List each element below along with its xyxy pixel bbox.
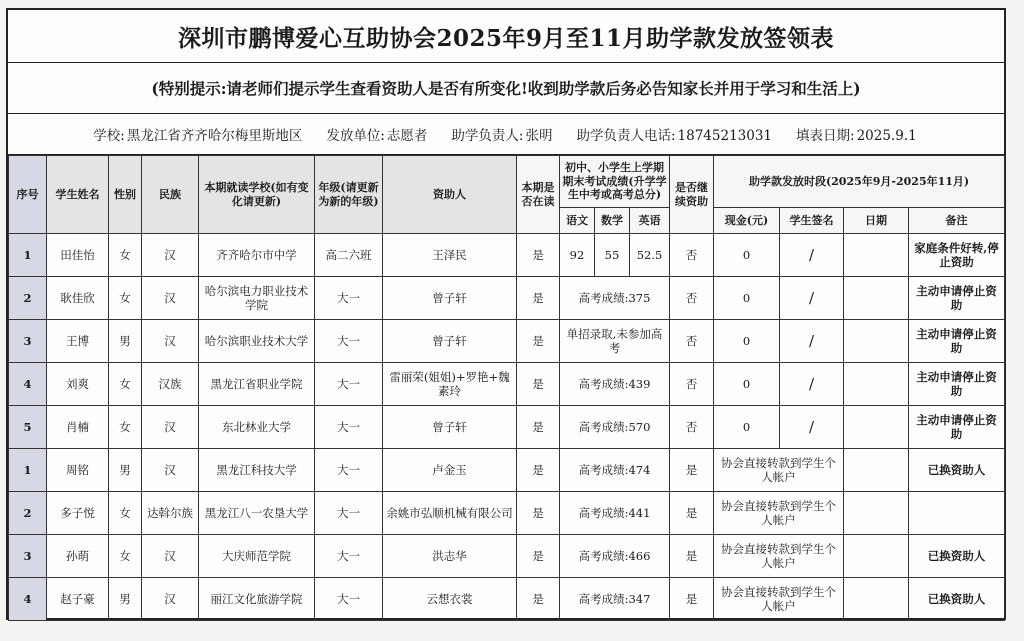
header-cash: 现金(元) (714, 208, 780, 234)
special-notice: (特别提示:请老师们提示学生查看资助人是否有所变化!收到助学款后务必告知家长并用于学习和生活上) (8, 63, 1004, 114)
cell-gender: 女 (109, 406, 142, 449)
cell-name: 赵子豪 (47, 578, 109, 621)
table-row (9, 363, 1005, 406)
cell-grade: 高二六班 (315, 234, 383, 277)
table-row (9, 449, 1005, 492)
header-remark: 备注 (909, 208, 1005, 234)
cell-signature: / (780, 234, 844, 277)
cell-score_text: 高考成绩:375 (560, 277, 670, 320)
table-row (9, 234, 1005, 277)
cell-name: 肖楠 (47, 406, 109, 449)
cell-grade: 大一 (315, 320, 383, 363)
cell-gender: 女 (109, 492, 142, 535)
cell-school: 哈尔滨职业技术大学 (199, 320, 315, 363)
header-enrolled: 本期是否在读 (517, 156, 560, 234)
cell-transfer: 协会直接转款到学生个人帐户 (714, 449, 844, 492)
table-header (9, 156, 1005, 234)
cell-name: 多子悦 (47, 492, 109, 535)
header-chinese: 语文 (560, 208, 595, 234)
cell-school: 东北林业大学 (199, 406, 315, 449)
cell-score_text: 高考成绩:466 (560, 535, 670, 578)
cell-continue: 是 (670, 578, 714, 621)
cell-signature: / (780, 320, 844, 363)
header-name: 学生姓名 (47, 156, 109, 234)
header-continue: 是否继续资助 (670, 156, 714, 234)
cell-enrolled: 是 (517, 234, 560, 277)
cell-signature: / (780, 363, 844, 406)
cell-gender: 女 (109, 363, 142, 406)
cell-school: 丽江文化旅游学院 (199, 578, 315, 621)
cell-grade: 大一 (315, 578, 383, 621)
cell-remark: 已换资助人 (909, 449, 1005, 492)
cell-english: 52.5 (630, 234, 670, 277)
header-signature: 学生签名 (780, 208, 844, 234)
cell-ethnicity: 汉 (142, 406, 199, 449)
cell-cash: 0 (714, 320, 780, 363)
cell-name: 耿佳欣 (47, 277, 109, 320)
cell-gender: 男 (109, 320, 142, 363)
table-row (9, 277, 1005, 320)
cell-enrolled: 是 (517, 406, 560, 449)
cell-transfer: 协会直接转款到学生个人帐户 (714, 578, 844, 621)
table-row (9, 406, 1005, 449)
cell-continue: 否 (670, 234, 714, 277)
aid-table (8, 155, 1005, 621)
cell-gender: 女 (109, 277, 142, 320)
cell-name: 周铭 (47, 449, 109, 492)
cell-continue: 否 (670, 277, 714, 320)
cell-date (844, 492, 909, 535)
cell-cash: 0 (714, 406, 780, 449)
table-row (9, 578, 1005, 621)
cell-remark: 主动申请停止资助 (909, 406, 1005, 449)
meta-school-value: 黑龙江省齐齐哈尔梅里斯地区 (126, 128, 303, 144)
meta-manager (451, 124, 554, 144)
header-school: 本期就读学校(如有变化请更新) (199, 156, 315, 234)
cell-continue: 是 (670, 449, 714, 492)
cell-chinese: 92 (560, 234, 595, 277)
cell-name: 刘爽 (47, 363, 109, 406)
meta-phone (576, 124, 774, 144)
cell-sponsor: 卢金玉 (383, 449, 517, 492)
cell-gender: 女 (109, 234, 142, 277)
meta-school-label: 学校: (93, 128, 125, 144)
meta-school (93, 124, 304, 144)
meta-unit (326, 124, 429, 144)
cell-seq: 4 (9, 363, 47, 406)
cell-signature: / (780, 277, 844, 320)
cell-school: 大庆师范学院 (199, 535, 315, 578)
cell-grade: 大一 (315, 406, 383, 449)
cell-sponsor: 云想衣裳 (383, 578, 517, 621)
cell-score_text: 高考成绩:347 (560, 578, 670, 621)
header-ethnicity: 民族 (142, 156, 199, 234)
cell-score_text: 高考成绩:441 (560, 492, 670, 535)
header-math: 数学 (595, 208, 630, 234)
cell-seq: 3 (9, 320, 47, 363)
cell-enrolled: 是 (517, 277, 560, 320)
cell-school: 哈尔滨电力职业技术学院 (199, 277, 315, 320)
cell-date (844, 449, 909, 492)
signing-form-sheet (6, 8, 1006, 620)
cell-sponsor: 王泽民 (383, 234, 517, 277)
table-row (9, 535, 1005, 578)
cell-school: 齐齐哈尔市中学 (199, 234, 315, 277)
cell-remark: 主动申请停止资助 (909, 320, 1005, 363)
cell-enrolled: 是 (517, 535, 560, 578)
cell-name: 王博 (47, 320, 109, 363)
cell-date (844, 363, 909, 406)
meta-date-label: 填表日期: (796, 128, 855, 144)
cell-remark: 已换资助人 (909, 535, 1005, 578)
meta-manager-value: 张明 (525, 128, 553, 144)
header-grade: 年级(请更新为新的年级) (315, 156, 383, 234)
cell-remark: 已换资助人 (909, 578, 1005, 621)
cell-cash: 0 (714, 277, 780, 320)
header-date: 日期 (844, 208, 909, 234)
cell-gender: 女 (109, 535, 142, 578)
cell-enrolled: 是 (517, 578, 560, 621)
cell-enrolled: 是 (517, 449, 560, 492)
cell-seq: 5 (9, 406, 47, 449)
table-body (9, 234, 1005, 621)
cell-seq: 2 (9, 277, 47, 320)
cell-grade: 大一 (315, 492, 383, 535)
form-title: 深圳市鹏博爱心互助协会2025年9月至11月助学款发放签领表 (8, 10, 1004, 63)
cell-seq: 2 (9, 492, 47, 535)
cell-date (844, 578, 909, 621)
cell-ethnicity: 汉 (142, 277, 199, 320)
cell-date (844, 234, 909, 277)
cell-seq: 1 (9, 449, 47, 492)
cell-enrolled: 是 (517, 363, 560, 406)
cell-sponsor: 曾子轩 (383, 320, 517, 363)
meta-unit-value: 志愿者 (386, 128, 428, 144)
meta-phone-value: 18745213031 (677, 128, 773, 144)
cell-transfer: 协会直接转款到学生个人帐户 (714, 492, 844, 535)
cell-ethnicity: 汉 (142, 578, 199, 621)
cell-grade: 大一 (315, 449, 383, 492)
cell-continue: 否 (670, 363, 714, 406)
header-seq: 序号 (9, 156, 47, 234)
cell-ethnicity: 汉 (142, 449, 199, 492)
cell-remark (909, 492, 1005, 535)
meta-date-value: 2025.9.1 (856, 128, 917, 144)
cell-continue: 是 (670, 535, 714, 578)
cell-continue: 否 (670, 406, 714, 449)
cell-score_text: 单招录取,未参加高考 (560, 320, 670, 363)
cell-signature: / (780, 406, 844, 449)
cell-score_text: 高考成绩:474 (560, 449, 670, 492)
cell-name: 田佳怡 (47, 234, 109, 277)
cell-ethnicity: 汉 (142, 234, 199, 277)
cell-gender: 男 (109, 578, 142, 621)
table-row (9, 320, 1005, 363)
table-row (9, 492, 1005, 535)
meta-phone-label: 助学负责人电话: (576, 128, 676, 144)
meta-row (8, 114, 1004, 155)
meta-unit-label: 发放单位: (326, 128, 385, 144)
cell-sponsor: 曾子轩 (383, 406, 517, 449)
header-sponsor: 资助人 (383, 156, 517, 234)
cell-sponsor: 曾子轩 (383, 277, 517, 320)
cell-date (844, 535, 909, 578)
cell-name: 孙萌 (47, 535, 109, 578)
cell-date (844, 406, 909, 449)
header-gender: 性别 (109, 156, 142, 234)
cell-score_text: 高考成绩:439 (560, 363, 670, 406)
cell-remark: 主动申请停止资助 (909, 363, 1005, 406)
cell-continue: 是 (670, 492, 714, 535)
cell-school: 黑龙江省职业学院 (199, 363, 315, 406)
cell-remark: 主动申请停止资助 (909, 277, 1005, 320)
cell-score_text: 高考成绩:570 (560, 406, 670, 449)
cell-enrolled: 是 (517, 492, 560, 535)
meta-date (796, 124, 919, 144)
cell-enrolled: 是 (517, 320, 560, 363)
cell-seq: 4 (9, 578, 47, 621)
cell-ethnicity: 汉族 (142, 363, 199, 406)
cell-ethnicity: 汉 (142, 320, 199, 363)
cell-sponsor: 余姚市弘顺机械有限公司 (383, 492, 517, 535)
cell-school: 黑龙江八一农垦大学 (199, 492, 315, 535)
meta-manager-label: 助学负责人: (451, 128, 524, 144)
cell-grade: 大一 (315, 535, 383, 578)
cell-ethnicity: 达斡尔族 (142, 492, 199, 535)
header-english: 英语 (630, 208, 670, 234)
cell-cash: 0 (714, 234, 780, 277)
cell-remark: 家庭条件好转,停止资助 (909, 234, 1005, 277)
cell-math: 55 (595, 234, 630, 277)
cell-continue: 否 (670, 320, 714, 363)
cell-seq: 3 (9, 535, 47, 578)
cell-grade: 大一 (315, 277, 383, 320)
header-scores-group: 初中、小学生上学期期末考试成绩(升学学生中考或高考总分) (560, 156, 670, 208)
cell-school: 黑龙江科技大学 (199, 449, 315, 492)
cell-date (844, 320, 909, 363)
cell-seq: 1 (9, 234, 47, 277)
cell-date (844, 277, 909, 320)
header-period-group: 助学款发放时段(2025年9月-2025年11月) (714, 156, 1005, 208)
cell-ethnicity: 汉 (142, 535, 199, 578)
cell-transfer: 协会直接转款到学生个人帐户 (714, 535, 844, 578)
cell-sponsor: 洪志华 (383, 535, 517, 578)
cell-grade: 大一 (315, 363, 383, 406)
cell-cash: 0 (714, 363, 780, 406)
cell-gender: 男 (109, 449, 142, 492)
cell-sponsor: 雷丽荣(姐姐)+罗艳+魏素玲 (383, 363, 517, 406)
